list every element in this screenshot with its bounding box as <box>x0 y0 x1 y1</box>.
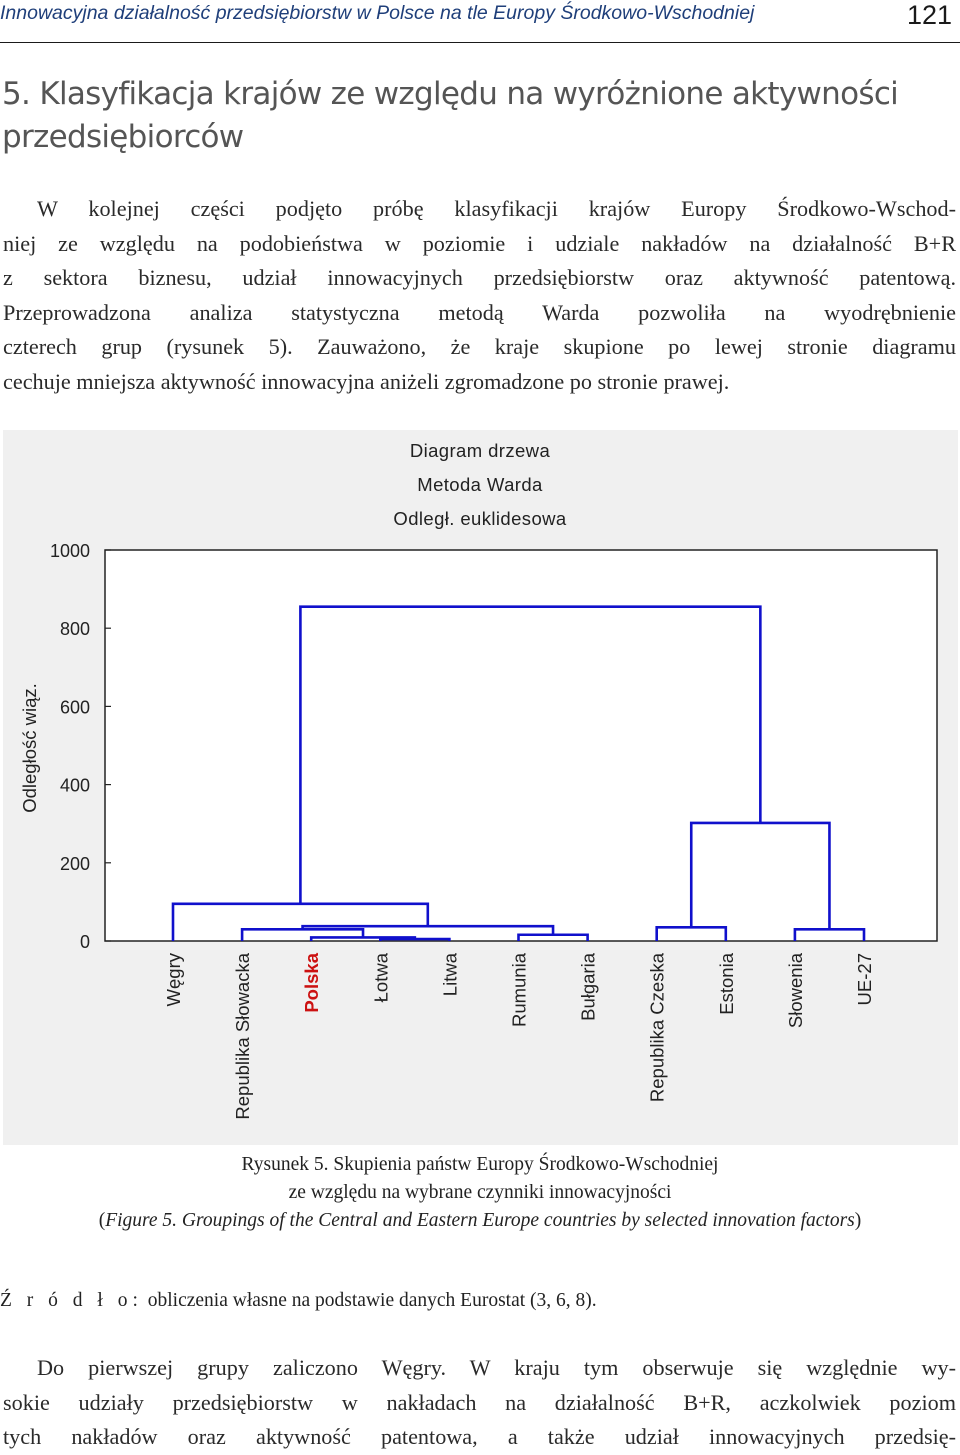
source-label: Ź r ó d ł o: <box>0 1290 143 1311</box>
figure-caption-english <box>0 1210 960 1232</box>
paragraph-line: W kolejnej części podjęto próbę klasyfikacji krajów Europy Środkowo-Wschod- <box>37 196 956 221</box>
figure-source <box>0 1290 597 1312</box>
page-number: 121 <box>906 0 952 30</box>
y-tick-label: 800 <box>59 619 90 640</box>
chart-title-line-2: Metoda Warda <box>417 474 543 495</box>
chart-title-line-3: Odległ. euklidesowa <box>393 508 567 529</box>
figure-caption-line-2: ze względu na wybrane czynniki innowacyjności <box>288 1182 672 1203</box>
y-tick-label: 0 <box>79 932 90 952</box>
paragraph-line: Przeprowadzona analiza statystyczna metodą Warda pozwoliła na wyodrębnienie <box>3 299 956 325</box>
paragraph-line: czterech grup (rysunek 5). Zauważono, że kraje skupione po lewej stronie diagramu <box>3 334 956 359</box>
caption-close-paren: ) <box>854 1210 862 1231</box>
leaf-label: Węgry <box>163 953 184 1007</box>
section-title-line-2: przedsiębiorców <box>2 119 244 155</box>
source-text: obliczenia własne na podstawie danych Eurostat (3, 6, 8). <box>147 1290 597 1311</box>
leaf-label: UE-27 <box>854 953 875 1006</box>
figure-caption-line-1: Rysunek 5. Skupienia państw Europy Środkowo-Wschodniej <box>241 1154 719 1175</box>
leaf-label: Republika Słowacka <box>232 953 254 1120</box>
paragraph-line: tych nakładów oraz aktywność patentowa, a także udział innowacyjnych przedsię- <box>3 1424 956 1449</box>
leaf-label: Łotwa <box>370 953 392 1003</box>
section-title-line-1: 5. Klasyfikacja krajów ze względu na wyróżnione aktywności <box>2 76 899 112</box>
paragraph-line: cechuje mniejsza aktywność innowacyjna aniżeli zgromadzone po stronie prawej. <box>3 368 730 394</box>
chart-title-line-1: Diagram drzewa <box>409 440 551 461</box>
leaf-label: Słowenia <box>784 953 806 1029</box>
leaf-label: Polska <box>301 953 323 1013</box>
paragraph-line: niej ze względu na podobieństwa w poziomie i udziale nakładów na działalność B+R <box>3 230 956 256</box>
y-tick-label: 400 <box>59 775 90 796</box>
y-tick-label: 1000 <box>49 541 90 561</box>
caption-open-paren: ( <box>98 1210 106 1231</box>
y-axis-label: Odległość wiąz. <box>19 683 40 813</box>
leaf-label: Republika Czeska <box>646 953 668 1103</box>
leaf-label: Litwa <box>439 953 461 997</box>
leaf-label: Rumunia <box>508 953 530 1028</box>
running-title: Innowacyjna działalność przedsiębiorstw w Polsce na tle Europy Środkowo-Wschodniej <box>0 2 755 24</box>
paragraph-line: sokie udziały przedsiębiorstw w nakładach na działalność B+R, aczkolwiek poziom <box>3 1389 956 1415</box>
y-tick-label: 600 <box>59 697 90 718</box>
leaf-label: Estonia <box>715 953 737 1015</box>
y-tick-label: 200 <box>59 853 90 874</box>
plot-area <box>105 550 937 941</box>
caption-english-text: Figure 5. Groupings of the Central and Eastern Europe countries by selected innovation factors <box>105 1210 855 1231</box>
followup-paragraph <box>3 1351 956 1455</box>
paragraph-line: z sektora biznesu, udział innowacyjnych przedsiębiorstw oraz aktywność patentową. <box>3 265 956 290</box>
paragraph-line: Do pierwszej grupy zaliczono Węgry. W kraju tym obserwuje się względnie wy- <box>37 1355 956 1380</box>
leaf-label: Bułgaria <box>577 953 599 1021</box>
